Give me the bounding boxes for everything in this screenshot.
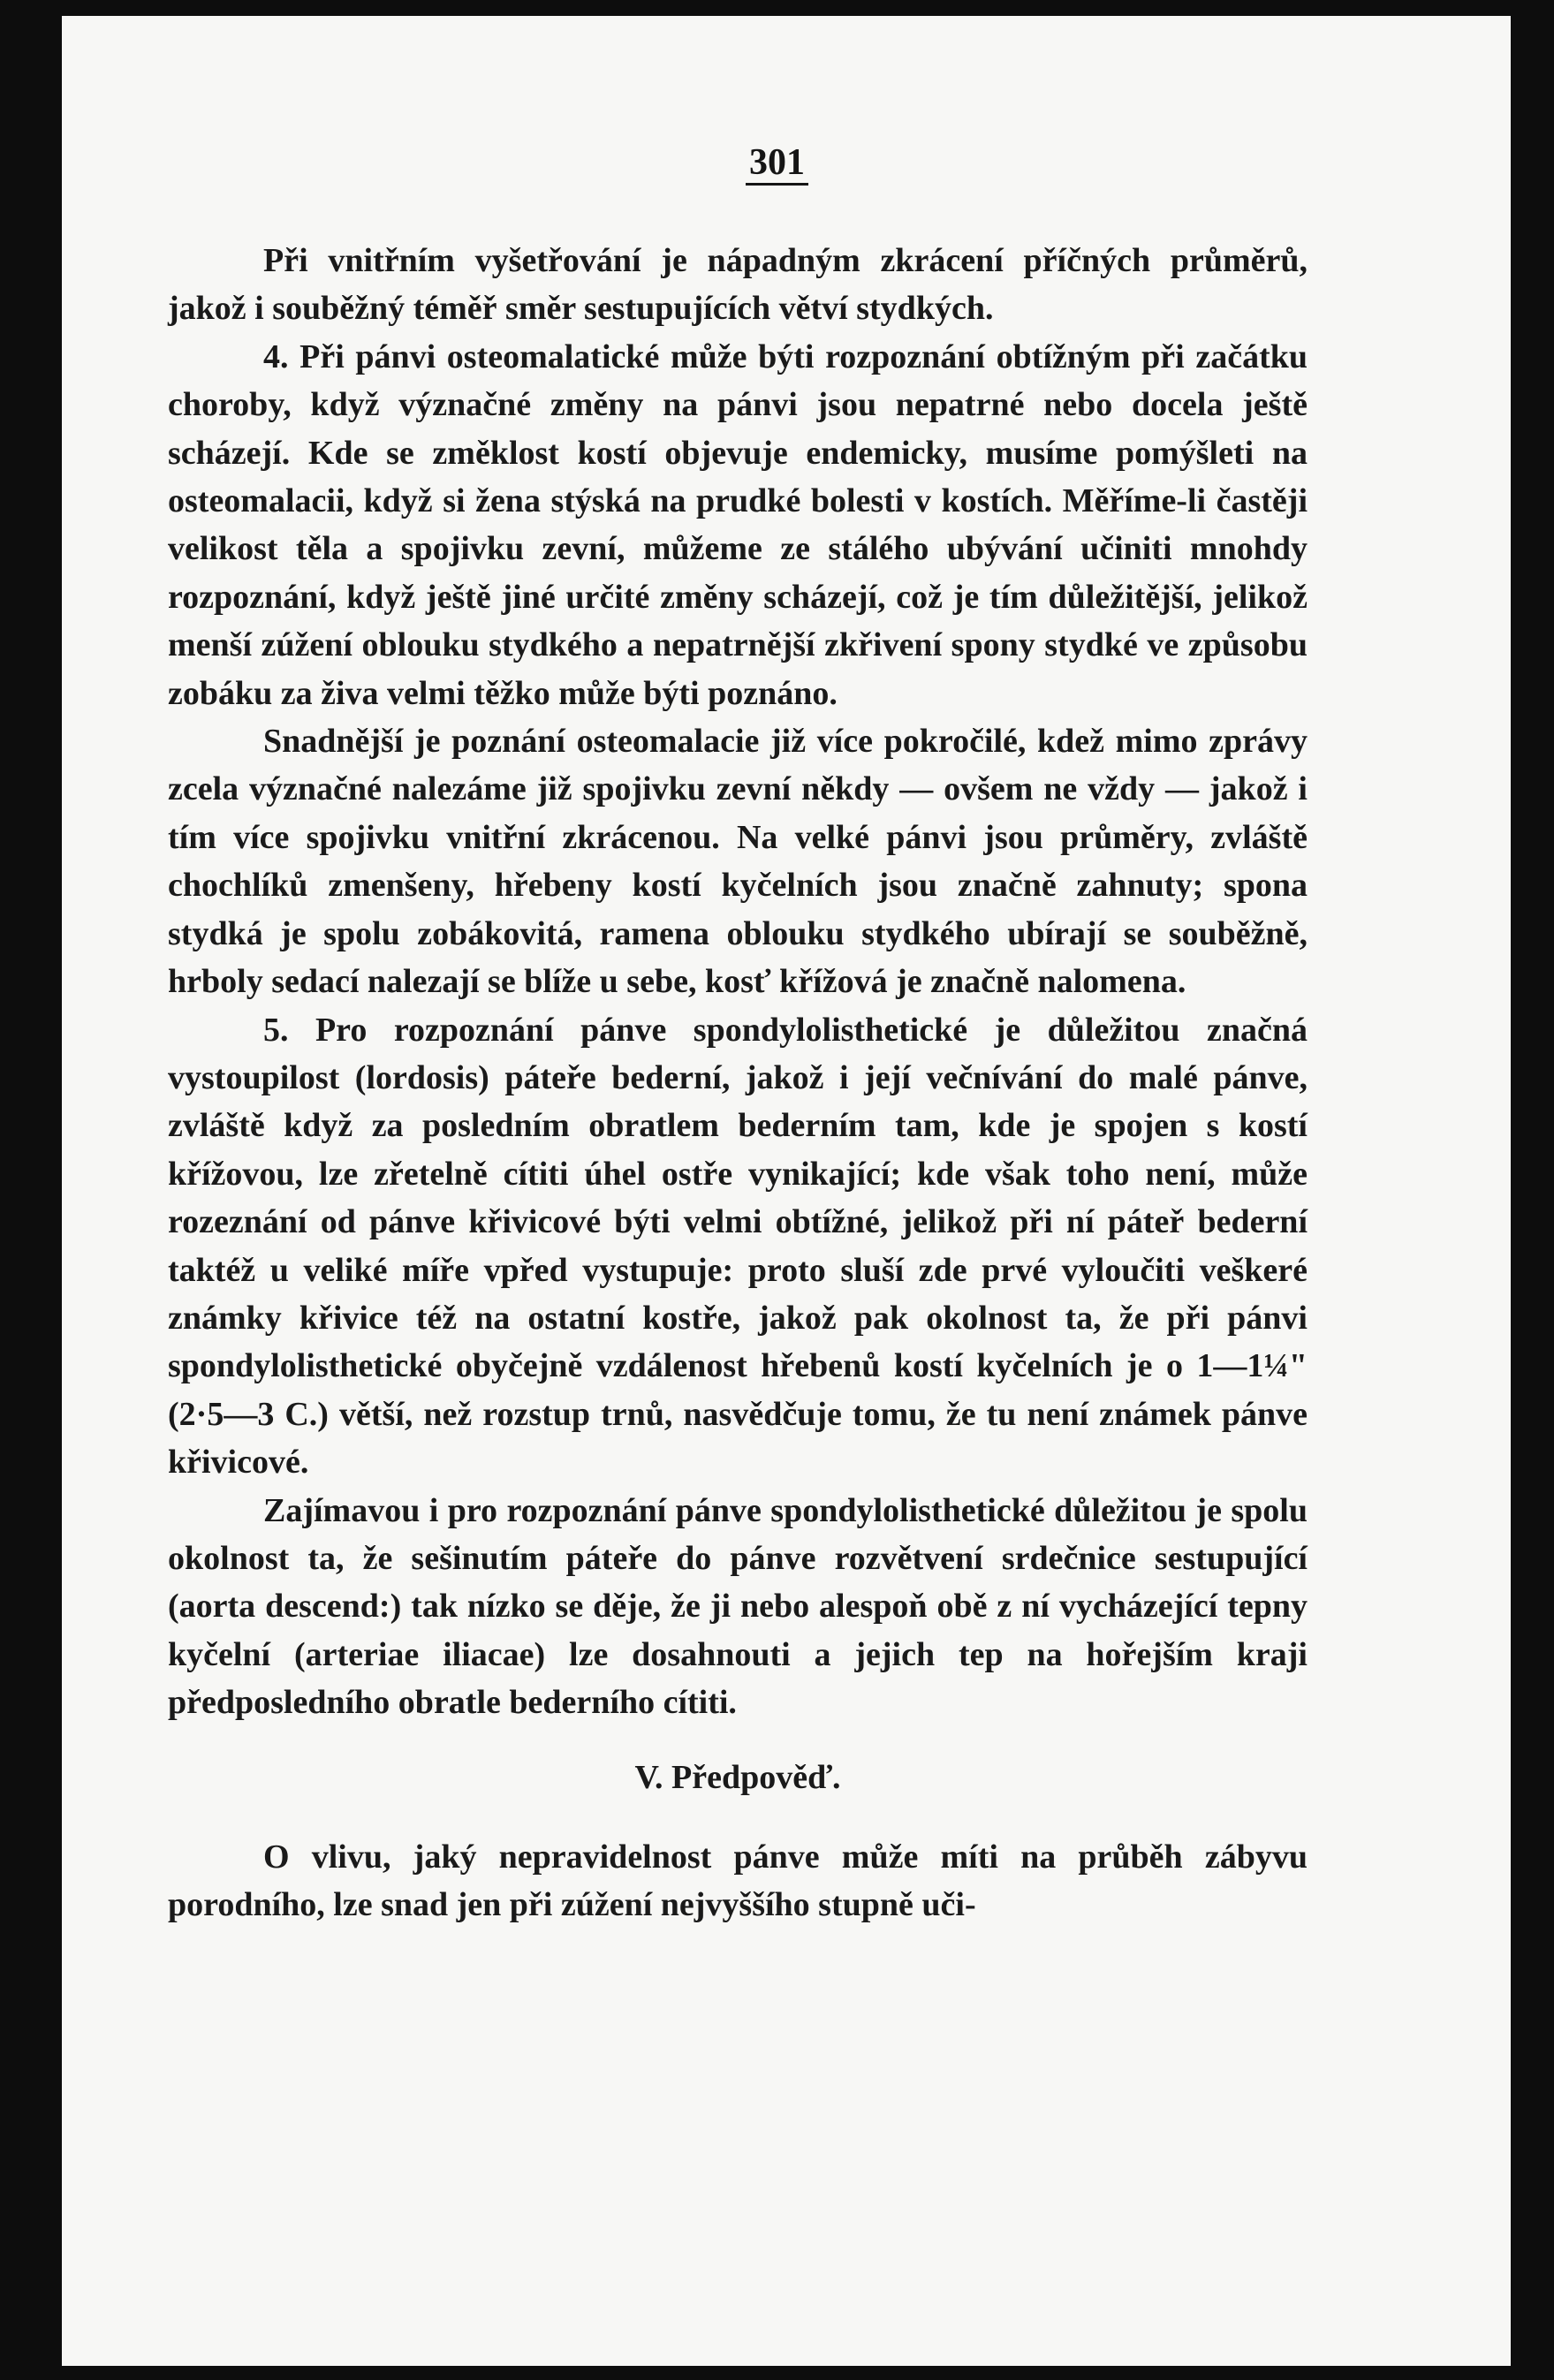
- body-text: [168, 237, 1308, 1929]
- paragraph: 5. Pro rozpoznání pánve spondylolisthetické je důležitou značná vystoupilost (lordosis) páteře bederní, jakož i její večnívání do malé pánve, zvláště když za posledním obratlem bederním tam, kde je spojen s kostí křížovou, lze zřetelně cítiti úhel ostře vynikající; kde však toho není, může rozeznání od pánve křivicové býti velmi obtížné, jelikož při ní páteř bederní taktéž u veliké míře vpřed vystupuje: proto sluší zde prvé vyloučiti veškeré známky křivice též na ostatní kostře, jakož pak okolnost ta, že při pánvi spondylolisthetické obyčejně vzdálenost hřebenů kostí kyčelních je o 1—1¼" (2·5—3 C.) větší, než rozstup trnů, nasvědčuje tomu, že tu není známek pánve křivicové.: [168, 1011, 1308, 1482]
- paragraph: Při vnitřním vyšetřování je nápadným zkrácení příčných průměrů, jakož i souběžný téměř směr sestupujících větví stydkých.: [168, 242, 1308, 328]
- paragraph: Snadnější je poznání osteomalacie již více pokročilé, kdež mimo zprávy zcela význačné nalezáme již spojivku zevní někdy — ovšem ne vždy — jakož i tím více spojivku vnitřní zkrácenou. Na velké pánvi jsou průměry, zvláště chochlíků zmenšeny, hřebeny kostí kyčelních jsou značně zahnuty; spona stydká je spolu zobákovitá, ramena oblouku stydkého ubírají se souběžně, hrboly sedací nalezají se blíže u sebe, kosť křížová je značně nalomena.: [168, 723, 1308, 1001]
- page-number: 301: [0, 141, 1554, 184]
- paragraph: 4. Při pánvi osteomalatické může býti rozpoznání obtížným při začátku choroby, když význačné změny na pánvi jsou nepatrné nebo docela ještě scházejí. Kde se změklost kostí objevuje endemicky, musíme pomýšleti na osteomalacii, když si žena stýská na prudké bolesti v kostích. Měříme-li častěji velikost těla a spojivku zevní, můžeme ze stálého ubývání učiniti mnohdy rozpoznání, když ještě jiné určité změny scházejí, což je tím důležitější, jelikož menší zúžení oblouku stydkého a nepatrnější zkřivení spony stydké ve způsobu zobáku za živa velmi těžko může býti poznáno.: [168, 337, 1308, 712]
- paragraph: O vlivu, jaký nepravidelnost pánve může míti na průběh zábyvu porodního, lze snad jen při zúžení nejvyššího stupně uči-: [168, 1838, 1308, 1923]
- paragraph: Zajímavou i pro rozpoznání pánve spondylolisthetické důležitou je spolu okolnost ta, že sešinutím páteře do pánve rozvětvení srdečnice sestupující (aorta descend:) tak nízko se děje, že ji nebo alespoň obě z ní vycházející tepny kyčelní (arteriae iliacae) lze dosahnouti a jejich tep na hořejším kraji předposledního obratle bederního cítiti.: [168, 1491, 1308, 1722]
- section-heading: V. Předpověď.: [634, 1758, 841, 1796]
